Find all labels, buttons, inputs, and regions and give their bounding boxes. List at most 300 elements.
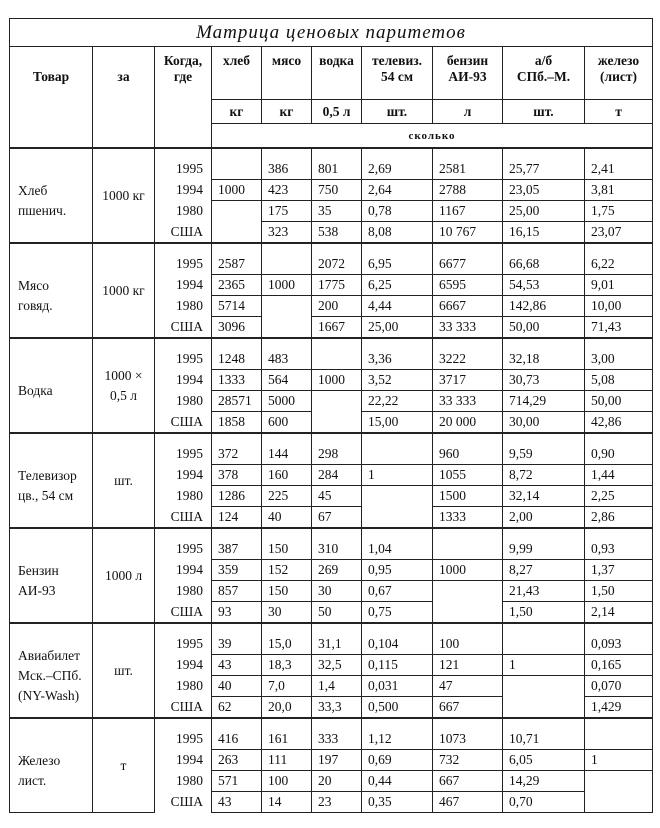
header-unit-2: 0,5 л xyxy=(312,100,362,124)
product-per-unit xyxy=(93,433,155,528)
value-cell: 111 xyxy=(262,750,312,771)
value-cell: 33 333 xyxy=(433,391,503,412)
value-cell: 6,25 xyxy=(362,275,433,296)
table-row xyxy=(10,243,653,275)
period-label: США xyxy=(155,602,212,624)
product-name-line: Мясо xyxy=(18,277,49,293)
product-per-line: 1000 × xyxy=(104,367,143,383)
product-per-unit xyxy=(93,243,155,338)
value-cell: 32,14 xyxy=(503,486,585,507)
period-label: 1994 xyxy=(155,655,212,676)
value-cell: 35 xyxy=(312,201,362,222)
period-label: 1995 xyxy=(155,623,212,655)
value-cell: 25,00 xyxy=(362,317,433,339)
value-cell: 1,429 xyxy=(585,697,653,719)
value-cell: 0,070 xyxy=(585,676,653,697)
value-cell: 50 xyxy=(312,602,362,624)
value-cell: 3,81 xyxy=(585,180,653,201)
value-cell: 298 xyxy=(312,433,362,465)
value-cell: 0,500 xyxy=(362,697,433,719)
value-cell: 333 xyxy=(312,718,362,750)
value-cell: 1 xyxy=(503,655,585,676)
header-how-many: сколько xyxy=(212,124,653,149)
value-cell: 124 xyxy=(212,507,262,529)
value-cell: 45 xyxy=(312,486,362,507)
product-per-unit xyxy=(93,718,155,813)
value-cell: 15,00 xyxy=(362,412,433,434)
header-column-name-line: железо xyxy=(597,53,640,68)
header-column-name-line: водка xyxy=(319,53,354,68)
value-cell: 66,68 xyxy=(503,243,585,275)
value-cell: 5714 xyxy=(212,296,262,317)
value-cell: 32,18 xyxy=(503,338,585,370)
value-cell: 28571 xyxy=(212,391,262,412)
value-cell: 6667 xyxy=(433,296,503,317)
header-column-1 xyxy=(262,47,312,100)
product-name xyxy=(10,338,93,433)
value-cell: 14,29 xyxy=(503,771,585,792)
value-cell: 93 xyxy=(212,602,262,624)
value-cell: 67 xyxy=(312,507,362,529)
value-cell: 54,53 xyxy=(503,275,585,296)
value-cell: 39 xyxy=(212,623,262,655)
value-cell xyxy=(312,391,362,412)
product-per-line: шт. xyxy=(114,662,133,678)
product-name-line: лист. xyxy=(18,772,47,788)
header-when-where-line1: Когда, xyxy=(163,53,203,68)
value-cell: 2788 xyxy=(433,180,503,201)
header-unit-4: л xyxy=(433,100,503,124)
value-cell: 0,75 xyxy=(362,602,433,624)
value-cell: 30,00 xyxy=(503,412,585,434)
value-cell: 5000 xyxy=(262,391,312,412)
value-cell xyxy=(503,623,585,655)
period-label: США xyxy=(155,792,212,813)
value-cell: 43 xyxy=(212,792,262,813)
value-cell: 1,04 xyxy=(362,528,433,560)
value-cell: 22,22 xyxy=(362,391,433,412)
value-cell: 20 000 xyxy=(433,412,503,434)
value-cell: 100 xyxy=(433,623,503,655)
period-label: 1994 xyxy=(155,370,212,391)
product-name xyxy=(10,243,93,338)
value-cell xyxy=(433,602,503,624)
value-cell xyxy=(433,528,503,560)
value-cell: 1 xyxy=(585,750,653,771)
value-cell: 71,43 xyxy=(585,317,653,339)
value-cell: 386 xyxy=(262,148,312,180)
value-cell: 1,50 xyxy=(503,602,585,624)
value-cell: 387 xyxy=(212,528,262,560)
value-cell: 538 xyxy=(312,222,362,244)
value-cell: 269 xyxy=(312,560,362,581)
value-cell: 0,70 xyxy=(503,792,585,813)
value-cell: 7,0 xyxy=(262,676,312,697)
product-per-line: 1000 л xyxy=(104,567,143,583)
value-cell: 2,41 xyxy=(585,148,653,180)
product-per-line: т xyxy=(120,757,127,773)
value-cell: 14 xyxy=(262,792,312,813)
value-cell: 8,08 xyxy=(362,222,433,244)
header-column-name-line: хлеб xyxy=(222,53,251,68)
header-column-3 xyxy=(362,47,433,100)
value-cell: 2581 xyxy=(433,148,503,180)
value-cell: 263 xyxy=(212,750,262,771)
period-label: 1980 xyxy=(155,676,212,697)
product-name-line: АИ-93 xyxy=(18,582,56,598)
value-cell: 40 xyxy=(262,507,312,529)
value-cell: 47 xyxy=(433,676,503,697)
product-name xyxy=(10,718,93,813)
product-name xyxy=(10,623,93,718)
value-cell: 42,86 xyxy=(585,412,653,434)
period-label: 1995 xyxy=(155,433,212,465)
value-cell: 0,35 xyxy=(362,792,433,813)
period-label: 1995 xyxy=(155,338,212,370)
value-cell: 5,08 xyxy=(585,370,653,391)
header-column-name-line: 54 см xyxy=(380,69,414,85)
value-cell: 16,15 xyxy=(503,222,585,244)
value-cell: 33 333 xyxy=(433,317,503,339)
value-cell xyxy=(585,718,653,750)
product-name xyxy=(10,148,93,243)
value-cell: 23,05 xyxy=(503,180,585,201)
value-cell: 0,031 xyxy=(362,676,433,697)
period-label: США xyxy=(155,507,212,529)
value-cell: 31,1 xyxy=(312,623,362,655)
value-cell xyxy=(262,296,312,317)
value-cell: 225 xyxy=(262,486,312,507)
period-label: 1980 xyxy=(155,486,212,507)
value-cell: 0,90 xyxy=(585,433,653,465)
value-cell: 714,29 xyxy=(503,391,585,412)
product-per-unit xyxy=(93,338,155,433)
product-name-line: Железо xyxy=(18,752,61,768)
value-cell: 1,50 xyxy=(585,581,653,602)
header-column-4 xyxy=(433,47,503,100)
period-label: 1995 xyxy=(155,528,212,560)
value-cell: 1,4 xyxy=(312,676,362,697)
value-cell: 200 xyxy=(312,296,362,317)
value-cell: 2,14 xyxy=(585,602,653,624)
table-row xyxy=(10,338,653,370)
header-column-name-line: а/б xyxy=(534,53,553,68)
value-cell xyxy=(362,507,433,529)
value-cell: 160 xyxy=(262,465,312,486)
value-cell: 1775 xyxy=(312,275,362,296)
header-column-name-line: телевиз. xyxy=(371,53,423,68)
table-title: Матрица ценовых паритетов xyxy=(10,19,653,47)
value-cell: 6,05 xyxy=(503,750,585,771)
value-cell: 2,64 xyxy=(362,180,433,201)
value-cell: 197 xyxy=(312,750,362,771)
value-cell xyxy=(262,317,312,339)
value-cell: 8,72 xyxy=(503,465,585,486)
value-cell: 0,115 xyxy=(362,655,433,676)
value-cell: 1286 xyxy=(212,486,262,507)
value-cell: 1000 xyxy=(262,275,312,296)
value-cell: 25,77 xyxy=(503,148,585,180)
value-cell: 121 xyxy=(433,655,503,676)
header-column-5 xyxy=(503,47,585,100)
value-cell: 857 xyxy=(212,581,262,602)
product-name-line: (NY-Wash) xyxy=(18,687,80,703)
value-cell: 378 xyxy=(212,465,262,486)
value-cell xyxy=(362,486,433,507)
value-cell: 20,0 xyxy=(262,697,312,719)
header-column-6 xyxy=(585,47,653,100)
value-cell: 1,12 xyxy=(362,718,433,750)
header-when-where xyxy=(155,47,212,149)
value-cell xyxy=(212,201,262,222)
product-per-line: шт. xyxy=(114,472,133,488)
header-column-name-line: АИ-93 xyxy=(448,69,487,85)
value-cell xyxy=(585,771,653,792)
value-cell: 0,93 xyxy=(585,528,653,560)
value-cell xyxy=(503,676,585,697)
value-cell: 416 xyxy=(212,718,262,750)
value-cell: 564 xyxy=(262,370,312,391)
value-cell: 0,95 xyxy=(362,560,433,581)
value-cell: 50,00 xyxy=(585,391,653,412)
value-cell: 20 xyxy=(312,771,362,792)
header-unit-6: т xyxy=(585,100,653,124)
value-cell: 1167 xyxy=(433,201,503,222)
table-row xyxy=(10,433,653,465)
value-cell: 423 xyxy=(262,180,312,201)
value-cell: 750 xyxy=(312,180,362,201)
value-cell: 571 xyxy=(212,771,262,792)
value-cell: 3222 xyxy=(433,338,503,370)
value-cell: 10 767 xyxy=(433,222,503,244)
header-unit-3: шт. xyxy=(362,100,433,124)
value-cell: 161 xyxy=(262,718,312,750)
period-label: 1980 xyxy=(155,391,212,412)
period-label: США xyxy=(155,412,212,434)
value-cell: 1000 xyxy=(212,180,262,201)
value-cell: 284 xyxy=(312,465,362,486)
value-cell: 600 xyxy=(262,412,312,434)
value-cell: 359 xyxy=(212,560,262,581)
value-cell: 32,5 xyxy=(312,655,362,676)
value-cell: 18,3 xyxy=(262,655,312,676)
period-label: 1980 xyxy=(155,201,212,222)
period-label: 1995 xyxy=(155,718,212,750)
period-label: США xyxy=(155,222,212,244)
value-cell xyxy=(212,148,262,180)
period-label: 1994 xyxy=(155,750,212,771)
value-cell: 372 xyxy=(212,433,262,465)
value-cell: 40 xyxy=(212,676,262,697)
value-cell: 0,78 xyxy=(362,201,433,222)
value-cell: 175 xyxy=(262,201,312,222)
product-name xyxy=(10,433,93,528)
value-cell xyxy=(312,338,362,370)
value-cell: 0,093 xyxy=(585,623,653,655)
header-when-where-line2: где xyxy=(173,69,193,85)
period-label: 1980 xyxy=(155,771,212,792)
product-name-line: говяд. xyxy=(18,297,53,313)
value-cell xyxy=(312,412,362,434)
header-unit-1: кг xyxy=(262,100,312,124)
value-cell: 1,37 xyxy=(585,560,653,581)
value-cell: 1073 xyxy=(433,718,503,750)
value-cell: 150 xyxy=(262,581,312,602)
value-cell: 6677 xyxy=(433,243,503,275)
value-cell: 3717 xyxy=(433,370,503,391)
value-cell: 2587 xyxy=(212,243,262,275)
value-cell xyxy=(362,433,433,465)
value-cell: 1 xyxy=(362,465,433,486)
value-cell: 2,86 xyxy=(585,507,653,529)
value-cell: 144 xyxy=(262,433,312,465)
period-label: 1980 xyxy=(155,581,212,602)
value-cell: 0,44 xyxy=(362,771,433,792)
product-name-line: Водка xyxy=(18,382,53,398)
value-cell: 150 xyxy=(262,528,312,560)
value-cell: 15,0 xyxy=(262,623,312,655)
value-cell: 9,01 xyxy=(585,275,653,296)
header-column-2 xyxy=(312,47,362,100)
product-name-line: цв., 54 см xyxy=(18,487,74,503)
value-cell: 310 xyxy=(312,528,362,560)
value-cell: 2,69 xyxy=(362,148,433,180)
value-cell: 9,59 xyxy=(503,433,585,465)
value-cell: 23,07 xyxy=(585,222,653,244)
value-cell: 1248 xyxy=(212,338,262,370)
product-per-line: 1000 кг xyxy=(102,187,145,203)
value-cell: 43 xyxy=(212,655,262,676)
value-cell: 960 xyxy=(433,433,503,465)
period-label: 1994 xyxy=(155,560,212,581)
header-column-name-line: (лист) xyxy=(600,69,637,85)
value-cell xyxy=(262,243,312,275)
value-cell: 142,86 xyxy=(503,296,585,317)
period-label: США xyxy=(155,317,212,339)
value-cell: 152 xyxy=(262,560,312,581)
header-column-0 xyxy=(212,47,262,100)
value-cell: 801 xyxy=(312,148,362,180)
value-cell: 1333 xyxy=(212,370,262,391)
product-name xyxy=(10,528,93,623)
period-label: 1995 xyxy=(155,148,212,180)
value-cell: 62 xyxy=(212,697,262,719)
value-cell: 483 xyxy=(262,338,312,370)
value-cell: 30,73 xyxy=(503,370,585,391)
value-cell: 33,3 xyxy=(312,697,362,719)
table-row xyxy=(10,148,653,180)
value-cell: 21,43 xyxy=(503,581,585,602)
value-cell: 9,99 xyxy=(503,528,585,560)
value-cell: 0,104 xyxy=(362,623,433,655)
product-per-unit xyxy=(93,528,155,623)
value-cell: 323 xyxy=(262,222,312,244)
product-per-line: 1000 кг xyxy=(102,282,145,298)
value-cell: 1500 xyxy=(433,486,503,507)
header-unit-0: кг xyxy=(212,100,262,124)
value-cell: 0,69 xyxy=(362,750,433,771)
value-cell: 732 xyxy=(433,750,503,771)
table-row xyxy=(10,718,653,750)
value-cell: 2,00 xyxy=(503,507,585,529)
value-cell: 1055 xyxy=(433,465,503,486)
value-cell: 25,00 xyxy=(503,201,585,222)
value-cell: 100 xyxy=(262,771,312,792)
period-label: 1994 xyxy=(155,180,212,201)
value-cell: 1858 xyxy=(212,412,262,434)
product-per-unit xyxy=(93,623,155,718)
value-cell: 1000 xyxy=(312,370,362,391)
value-cell: 0,165 xyxy=(585,655,653,676)
value-cell: 8,27 xyxy=(503,560,585,581)
header-product: Товар xyxy=(10,47,93,149)
product-name-line: Телевизор xyxy=(18,467,77,483)
product-name-line: пшенич. xyxy=(18,202,67,218)
value-cell: 1667 xyxy=(312,317,362,339)
header-column-name-line: мясо xyxy=(271,53,302,68)
value-cell: 10,00 xyxy=(585,296,653,317)
value-cell xyxy=(503,697,585,719)
period-label: 1994 xyxy=(155,465,212,486)
value-cell: 30 xyxy=(262,602,312,624)
value-cell xyxy=(433,581,503,602)
period-label: США xyxy=(155,697,212,719)
value-cell: 6,22 xyxy=(585,243,653,275)
header-column-name-line: бензин xyxy=(446,53,489,68)
value-cell: 3,52 xyxy=(362,370,433,391)
product-per-line: 0,5 л xyxy=(110,387,137,403)
product-name-line: Хлеб xyxy=(18,182,48,198)
period-label: 1995 xyxy=(155,243,212,275)
header-unit-5: шт. xyxy=(503,100,585,124)
period-label: 1980 xyxy=(155,296,212,317)
value-cell: 6595 xyxy=(433,275,503,296)
value-cell: 50,00 xyxy=(503,317,585,339)
value-cell xyxy=(585,792,653,813)
value-cell: 3,00 xyxy=(585,338,653,370)
table-row xyxy=(10,528,653,560)
value-cell: 0,67 xyxy=(362,581,433,602)
value-cell: 30 xyxy=(312,581,362,602)
value-cell xyxy=(212,222,262,244)
value-cell: 467 xyxy=(433,792,503,813)
period-label: 1994 xyxy=(155,275,212,296)
product-name-line: Авиабилет xyxy=(18,647,81,663)
table-row xyxy=(10,623,653,655)
value-cell: 2072 xyxy=(312,243,362,275)
header-per: за xyxy=(93,47,155,149)
value-cell: 3096 xyxy=(212,317,262,339)
value-cell: 1,44 xyxy=(585,465,653,486)
value-cell: 1000 xyxy=(433,560,503,581)
value-cell: 2,25 xyxy=(585,486,653,507)
value-cell: 667 xyxy=(433,771,503,792)
product-name-line: Бензин xyxy=(18,562,59,578)
product-per-unit xyxy=(93,148,155,243)
value-cell: 3,36 xyxy=(362,338,433,370)
price-parity-matrix xyxy=(9,18,653,813)
value-cell: 1333 xyxy=(433,507,503,529)
product-name-line: Мск.–СПб. xyxy=(18,667,82,683)
value-cell: 1,75 xyxy=(585,201,653,222)
value-cell: 667 xyxy=(433,697,503,719)
header-column-name-line: СПб.–М. xyxy=(516,69,571,85)
value-cell: 2365 xyxy=(212,275,262,296)
value-cell: 6,95 xyxy=(362,243,433,275)
value-cell: 23 xyxy=(312,792,362,813)
value-cell: 4,44 xyxy=(362,296,433,317)
value-cell: 10,71 xyxy=(503,718,585,750)
